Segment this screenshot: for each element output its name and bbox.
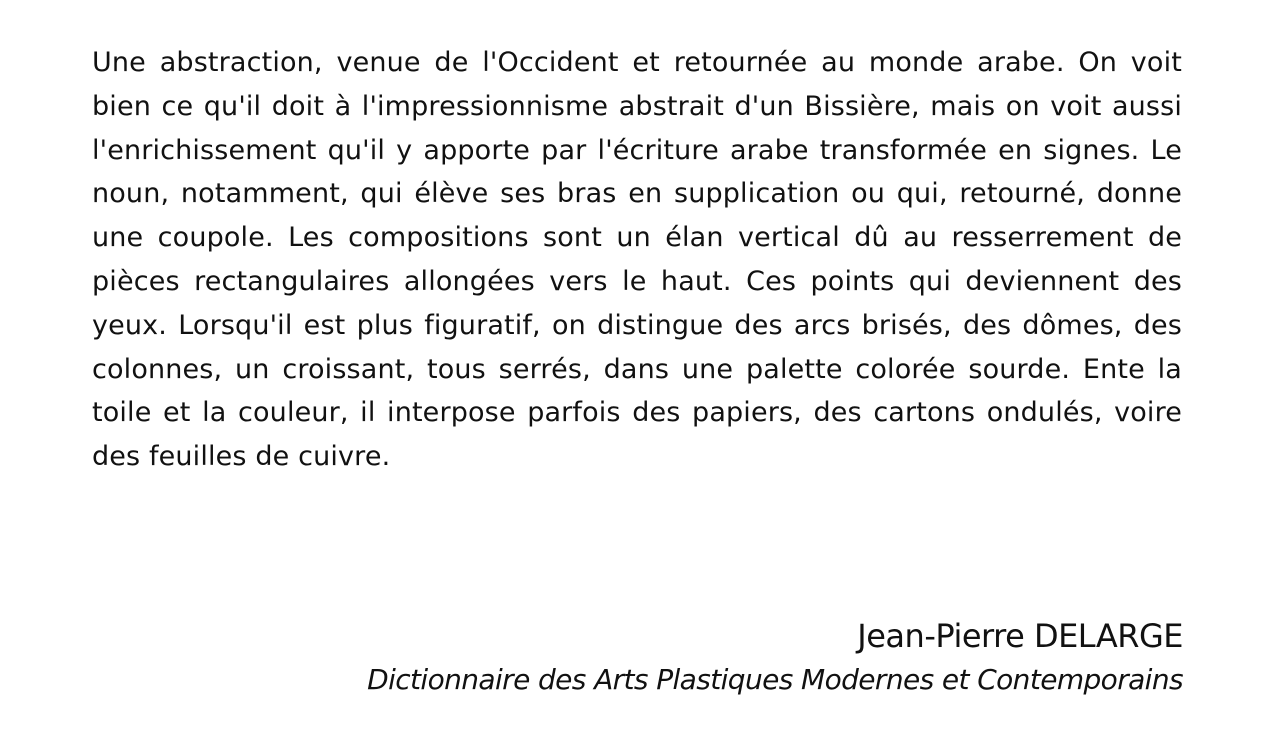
citation-source: Dictionnaire des Arts Plastiques Modernes et Contemporains [367, 663, 1183, 696]
quote-paragraph: Une abstraction, venue de l'Occident et retournée au monde arabe. On voit bien ce qu'il doit à l'impressionnisme abstrait d'un Bissière, mais on voit aussi l'enrichissement qu'il y apporte par l'écriture arabe transformée en signes. Le noun, notamment, qui élève ses bras en supplication ou qui, retourné, donne une coupole. Les compositions sont un élan vertical dû au resserrement de pièces rectangulaires allongées vers le haut. Ces points qui deviennent des yeux. Lorsqu'il est plus figuratif, on distingue des arcs brisés, des dômes, des colonnes, un croissant, tous serrés, dans une palette colorée sourde. Ente la toile et la couleur, il interpose parfois des papiers, des cartons ondulés, voire des feuilles de cuivre. [92, 47, 1182, 473]
citation [367, 612, 1183, 700]
citation-author: Jean-Pierre DELARGE [857, 617, 1183, 655]
